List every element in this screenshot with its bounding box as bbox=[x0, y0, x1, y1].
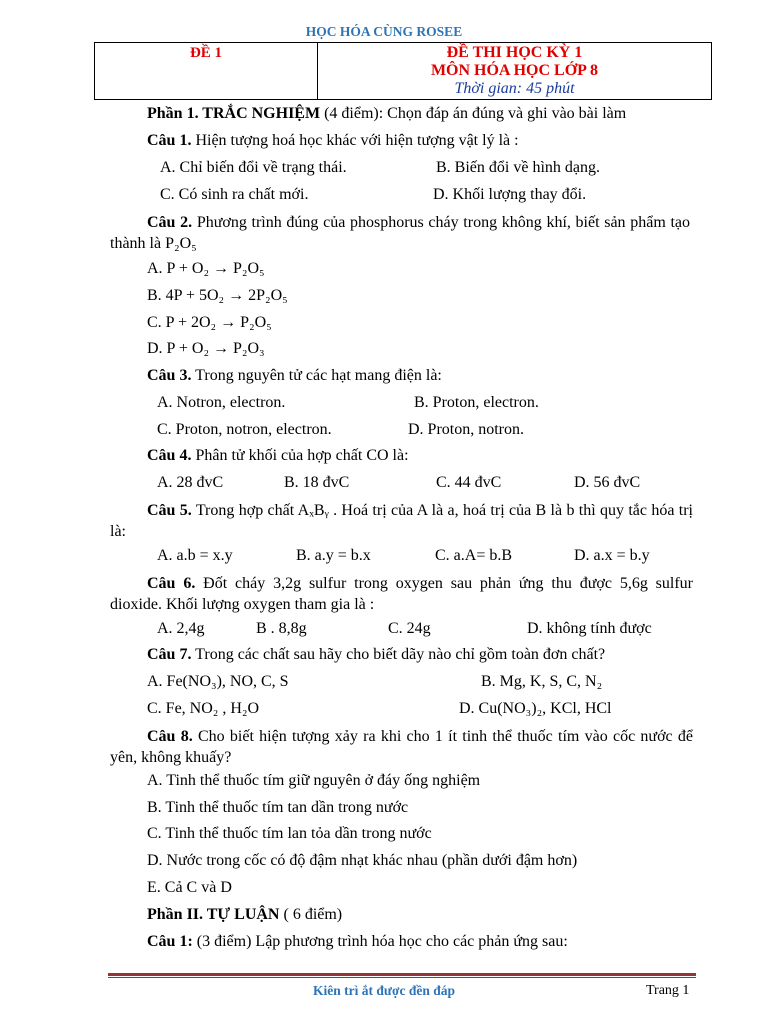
page-number: Trang 1 bbox=[646, 983, 690, 998]
option-2b: B. 4P + 5O₂ → 2P₂O₅ bbox=[147, 287, 288, 304]
option-3c: C. Proton, notron, electron. bbox=[157, 421, 332, 438]
question-label: Câu 1: bbox=[147, 933, 193, 950]
part2-title: Phần II. TỰ LUẬN bbox=[147, 906, 280, 923]
footer-motto: Kiên trì ắt được đền đáp bbox=[313, 983, 455, 998]
question-label: Câu 5. bbox=[147, 502, 192, 519]
question-label: Câu 3. bbox=[147, 367, 192, 384]
option-6c: C. 24g bbox=[388, 620, 431, 637]
question-6 bbox=[110, 573, 693, 615]
essay-question-1 bbox=[147, 933, 568, 951]
option-8a: A. Tinh thể thuốc tím giữ nguyên ở đáy ống nghiệm bbox=[147, 772, 481, 789]
question-8 bbox=[110, 726, 693, 768]
site-title: HỌC HÓA CÙNG ROSEE bbox=[305, 24, 463, 39]
question-text: Trong nguyên tử các hạt mang điện là: bbox=[191, 367, 442, 384]
part1-title: Phần 1. TRẮC NGHIỆM bbox=[147, 105, 321, 122]
question-text: Đốt cháy 3,2g sulfur trong oxygen sau phản ứng thu được 5,6g sulfur dioxide. Khối lượng oxygen tham gia là : bbox=[110, 575, 693, 613]
question-text: Cho biết hiện tượng xảy ra khi cho 1 ít tinh thể thuốc tím vào cốc nước để yên, không khuấy? bbox=[110, 728, 694, 766]
question-text: (3 điểm) Lập phương trình hóa học cho các phản ứng sau: bbox=[192, 933, 568, 950]
option-1d: D. Khối lượng thay đổi. bbox=[433, 186, 587, 203]
option-7b: B. Mg, K, S, C, N₂ bbox=[481, 673, 603, 690]
footer-rule-thin bbox=[108, 977, 696, 978]
exam-name: ĐỀ THI HỌC KỲ 1 bbox=[446, 44, 583, 61]
option-5b: B. a.y = b.x bbox=[296, 547, 371, 564]
option-3a: A. Notron, electron. bbox=[157, 394, 286, 411]
question-text: Trong hợp chất AₓBᵧ . Hoá trị của A là a, hoá trị của B là b thì quy tắc hóa trị là: bbox=[110, 502, 694, 540]
option-7c: C. Fe, NO₂ , H₂O bbox=[147, 700, 260, 717]
option-2a: A. P + O₂ → P₂O₅ bbox=[147, 260, 265, 277]
question-label: Câu 2. bbox=[147, 214, 193, 231]
exam-header-table bbox=[94, 42, 712, 100]
question-label: Câu 4. bbox=[147, 447, 192, 464]
question-7 bbox=[147, 646, 605, 664]
question-text: Phân tử khối của hợp chất CO là: bbox=[191, 447, 409, 464]
option-1c: C. Có sinh ra chất mới. bbox=[160, 186, 309, 203]
option-8c: C. Tinh thể thuốc tím lan tỏa dần trong nước bbox=[147, 825, 432, 842]
question-2 bbox=[110, 212, 690, 254]
exam-code: ĐỀ 1 bbox=[95, 43, 318, 99]
footer-rule bbox=[108, 973, 696, 976]
part2-heading bbox=[147, 906, 342, 924]
option-3b: B. Proton, electron. bbox=[414, 394, 539, 411]
option-3d: D. Proton, notron. bbox=[408, 421, 524, 438]
option-6b: B . 8,8g bbox=[256, 620, 307, 637]
option-5d: D. a.x = b.y bbox=[574, 547, 650, 564]
option-6a: A. 2,4g bbox=[157, 620, 205, 637]
question-text: Phương trình đúng của phosphorus cháy trong không khí, biết sản phẩm tạo thành là P₂O₅ bbox=[110, 214, 691, 252]
question-label: Câu 7. bbox=[147, 646, 192, 663]
question-text: Trong các chất sau hãy cho biết dãy nào chỉ gồm toàn đơn chất? bbox=[191, 646, 606, 663]
question-4 bbox=[147, 447, 409, 465]
option-4c: C. 44 đvC bbox=[436, 474, 502, 491]
exam-info bbox=[318, 43, 711, 99]
exam-subject: MÔN HÓA HỌC LỚP 8 bbox=[430, 62, 599, 79]
option-4d: D. 56 đvC bbox=[574, 474, 641, 491]
option-7a: A. Fe(NO₃), NO, C, S bbox=[147, 673, 289, 690]
option-8e: E. Cả C và D bbox=[147, 879, 232, 896]
question-5 bbox=[110, 500, 693, 542]
option-1a: A. Chỉ biến đổi về trạng thái. bbox=[160, 159, 347, 176]
option-8d: D. Nước trong cốc có độ đậm nhạt khác nhau (phần dưới đậm hơn) bbox=[147, 852, 578, 869]
question-3 bbox=[147, 367, 442, 385]
option-6d: D. không tính được bbox=[527, 620, 652, 637]
option-8b: B. Tinh thể thuốc tím tan dần trong nước bbox=[147, 799, 409, 816]
option-5a: A. a.b = x.y bbox=[157, 547, 233, 564]
option-5c: C. a.A= b.B bbox=[435, 547, 513, 564]
part2-note: ( 6 điểm) bbox=[279, 906, 343, 923]
question-label: Câu 8. bbox=[147, 728, 193, 745]
option-4a: A. 28 đvC bbox=[157, 474, 224, 491]
option-4b: B. 18 đvC bbox=[284, 474, 350, 491]
part1-note: (4 điểm): Chọn đáp án đúng và ghi vào bài làm bbox=[320, 105, 627, 122]
option-7d: D. Cu(NO₃)₂, KCl, HCl bbox=[459, 700, 612, 717]
option-1b: B. Biến đổi về hình dạng. bbox=[436, 159, 600, 176]
question-text: Hiện tượng hoá học khác với hiện tượng vật lý là : bbox=[191, 132, 519, 149]
option-2c: C. P + 2O₂ → P₂O₅ bbox=[147, 314, 272, 331]
question-label: Câu 6. bbox=[147, 575, 196, 592]
exam-time: Thời gian: 45 phút bbox=[454, 80, 575, 97]
question-label: Câu 1. bbox=[147, 132, 192, 149]
question-1 bbox=[147, 132, 519, 150]
option-2d: D. P + O₂ → P₂O₃ bbox=[147, 340, 265, 357]
part1-heading bbox=[147, 105, 626, 123]
